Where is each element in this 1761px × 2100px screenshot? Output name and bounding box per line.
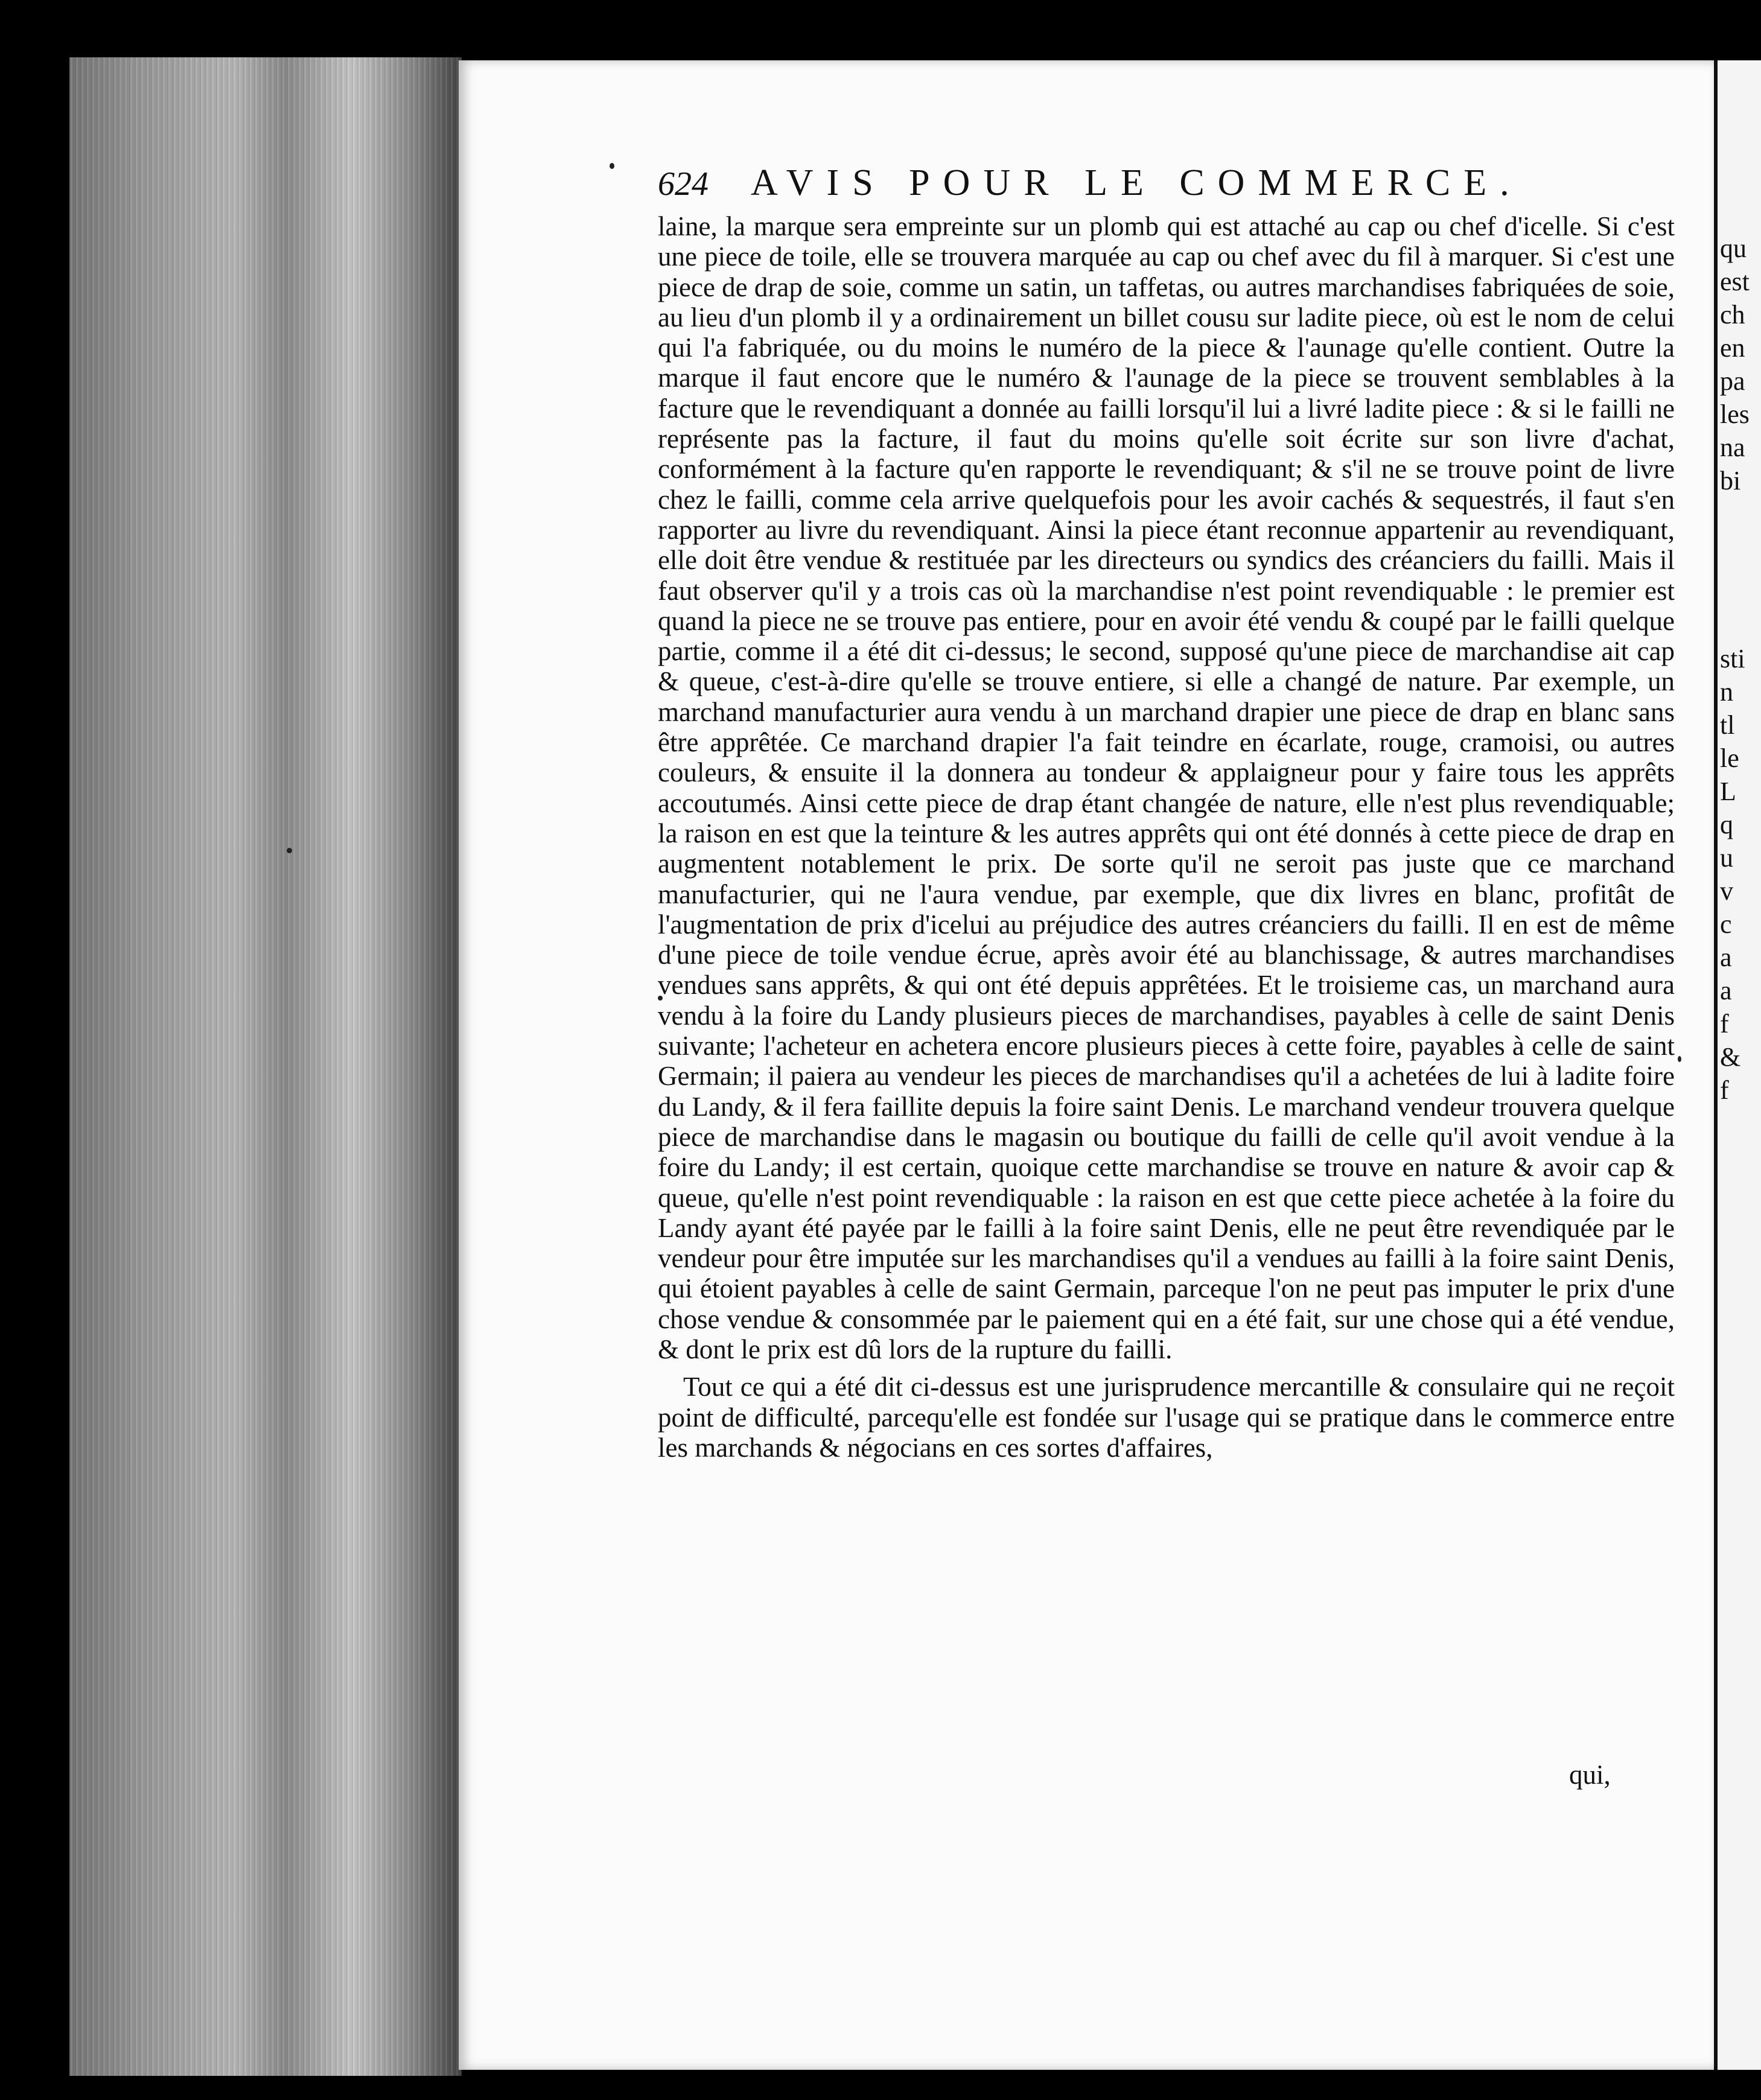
- page-header: [658, 162, 1551, 205]
- next-page-fragment: v: [1720, 876, 1733, 906]
- ink-speck: [610, 163, 614, 169]
- next-page-fragment: L: [1720, 777, 1736, 806]
- next-page-fragment: les: [1720, 399, 1750, 429]
- next-page-fragment: est: [1720, 267, 1750, 296]
- next-page-fragment: a: [1720, 943, 1732, 972]
- next-page-fragment: qu: [1720, 234, 1747, 263]
- next-page-fragment: pa: [1720, 366, 1745, 396]
- next-page-edge: [1714, 60, 1761, 2070]
- next-page-fragment: tl: [1720, 710, 1735, 740]
- next-page-fragment: a: [1720, 976, 1732, 1005]
- next-page-fragment: sti: [1720, 644, 1745, 673]
- next-page-fragment: f: [1720, 1009, 1729, 1039]
- page-number: 624: [658, 165, 709, 203]
- next-page-fragment: le: [1720, 743, 1739, 773]
- next-page-fragment: na: [1720, 433, 1745, 462]
- ink-speck: [1678, 1056, 1681, 1062]
- running-head: AVIS POUR LE COMMERCE.: [751, 162, 1523, 203]
- next-page-fragment: ch: [1720, 300, 1745, 329]
- next-page-fragment: c: [1720, 909, 1732, 939]
- ink-speck: [287, 848, 292, 853]
- book-fore-edge: [69, 57, 462, 2076]
- catchword: qui,: [1569, 1760, 1611, 1790]
- body-text: [658, 211, 1675, 1463]
- paragraph: Tout ce qui a été dit ci-dessus est une jurisprudence mercantille & consulaire qui ne reçoit point de difficulté, parcequ'elle est fondée sur l'usage qui se pratique dans le commerce entre les marchands & négocians en ces sortes d'affaires,: [658, 1372, 1675, 1463]
- next-page-fragment: &: [1720, 1042, 1741, 1072]
- next-page-fragment: u: [1720, 843, 1733, 873]
- next-page-fragment: f: [1720, 1075, 1729, 1105]
- paragraph: laine, la marque sera empreinte sur un plomb qui est attaché au cap ou chef d'icelle. Si c'est une piece de toile, elle se trouvera marquée au cap ou chef avec du fil à marquer. Si c'est une piece de drap de soie, comme un satin, un taffetas, ou autres marchandises fabriquées de soie, au lieu d'un plomb il y a ordinairement un billet cousu sur ladite piece, où est le nom de celui qui l'a fabriquée, ou du moins le numéro de la piece & l'aunage qu'elle contient. Outre la marque il faut encore que le numéro & l'aunage de la piece se trouvent semblables à la facture que le revendiquant a donnée au failli lorsqu'il lui a livré ladite piece : & si le failli ne représente pas la facture, il faut du moins qu'elle soit écrite sur son livre d'achat, conformément à la facture qu'en rapporte le revendiquant; & s'il ne se trouve point de livre chez le failli, comme cela arrive quelquefois pour les avoir cachés & sequestrés, il faut s'en rapporter au livre du revendiquant. Ainsi la piece étant reconnue appartenir au revendiquant, elle doit être vendue & restituée par les directeurs ou syndics des créanciers du failli. Mais il faut observer qu'il y a trois cas où la marchandise n'est point revendiquable : le premier est quand la piece ne se trouve pas entiere, pour en avoir été vendu & coupé par le failli quelque partie, comme il a été dit ci-dessus; le second, supposé qu'une piece de marchandise ait cap & queue, c'est-à-dire qu'elle se trouve entiere, si elle a changé de nature. Par exemple, un marchand manufacturier aura vendu à un marchand drapier une piece de drap en blanc sans être apprêtée. Ce marchand drapier l'a fait teindre en écarlate, rouge, cramoisi, ou autres couleurs, & ensuite il la donnera au tondeur & applaigneur pour y faire tous les apprêts accoutumés. Ainsi cette piece de drap étant changée de nature, elle n'est plus revendiquable; la raison en est que la teinture & les autres apprêts qui ont été donnés à cette piece de drap en augmentent notablement le prix. De sorte qu'il ne seroit pas juste que ce marchand manufacturier, qui ne l'aura vendue, par exemple, que dix livres en blanc, profitât de l'augmentation de prix d'icelui au préjudice des autres créanciers du failli. Il en est de même d'une piece de toile vendue écrue, après avoir été au blanchissage, & autres marchandises vendues sans apprêts, & qui ont été depuis apprêtées. Et le troisieme cas, un marchand aura vendu à la foire du Landy plusieurs pieces de marchandises, payables à celle de saint Denis suivante; l'acheteur en achetera encore plusieurs pieces à cette foire, payables à celle de saint Germain; il paiera au vendeur les pieces de marchandises qu'il a achetées de lui à ladite foire du Landy, & il fera faillite depuis la foire saint Denis. Le marchand vendeur trouvera quelque piece de marchandise dans le magasin ou boutique du failli de celle qu'il avoit vendue à la foire du Landy; il est certain, quoique cette marchandise se trouve en nature & avoir cap & queue, qu'elle n'est point revendiquable : la raison en est que cette piece achetée à la foire du Landy ayant été payée par le failli à la foire saint Denis, elle ne peut être revendiquée par le vendeur pour être imputée sur les marchandises qu'il a vendues au failli à la foire saint Denis, qui étoient payables à celle de saint Germain, parceque l'on ne peut pas imputer le prix d'une chose vendue & consommée par le paiement qui en a été fait, sur une chose qui a été vendue, & dont le prix est dû lors de la rupture du failli.: [658, 211, 1675, 1364]
- next-page-fragment: en: [1720, 333, 1745, 363]
- next-page-fragment: bi: [1720, 466, 1741, 495]
- next-page-fragment: n: [1720, 677, 1733, 707]
- next-page-fragment: q: [1720, 810, 1733, 839]
